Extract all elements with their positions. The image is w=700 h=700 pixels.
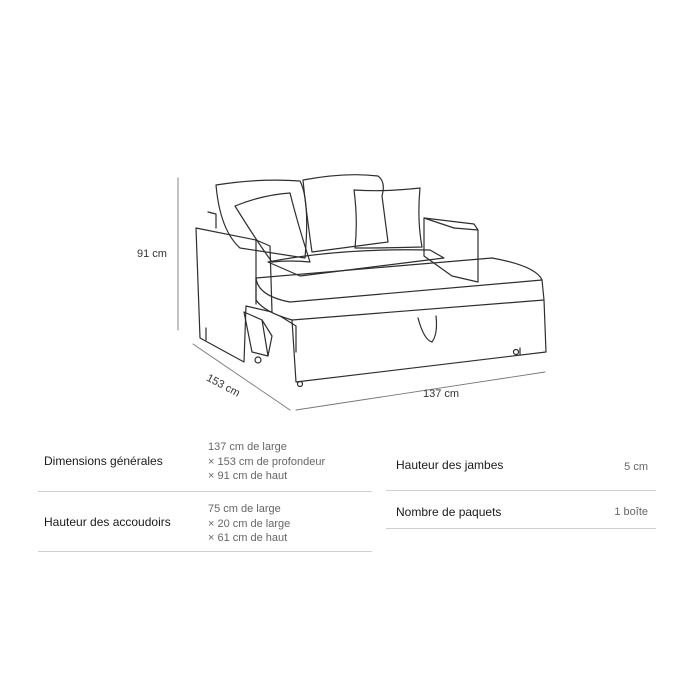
throw-pillow-left [235, 193, 310, 262]
spec-value: 1 boîte [614, 506, 648, 518]
pull-loop [418, 316, 437, 342]
spec-row-leg-height [386, 443, 656, 491]
spec-values [208, 502, 290, 546]
spec-value: 5 cm [624, 461, 648, 473]
spec-value-line: × 61 cm de haut [208, 532, 288, 544]
spec-label: Dimensions générales [44, 454, 163, 468]
spec-row-armrest [38, 492, 372, 552]
width-dimension-label: 137 cm [423, 388, 460, 400]
spec-label: Hauteur des jambes [396, 458, 504, 472]
spec-row-dimensions [38, 440, 372, 492]
depth-dimension-label: 153 cm [204, 372, 242, 400]
spec-value-line: × 20 cm de large [208, 517, 291, 530]
bed-mattress-top [256, 258, 542, 302]
seat-cushion [268, 250, 444, 276]
spec-values [208, 440, 325, 484]
spec-value-line: × 153 cm de profondeur [208, 455, 326, 468]
spec-label: Nombre de paquets [396, 505, 502, 519]
folding-mechanism [244, 312, 272, 356]
left-armrest [196, 228, 272, 362]
spec-label: Hauteur des accoudoirs [44, 515, 171, 529]
spec-value-line: 137 cm de large [208, 441, 287, 453]
bed-mattress-front [256, 278, 544, 320]
height-dimension-label: 91 cm [137, 248, 167, 260]
back-cushion-right [303, 175, 388, 252]
bed-base-frame [292, 300, 546, 382]
spec-row-packages [386, 491, 656, 529]
caster-wheel [255, 357, 261, 363]
specs-right-table [386, 443, 656, 529]
spec-value-line: × 91 cm de haut [208, 470, 288, 482]
spec-value-line: 75 cm de large [208, 503, 281, 515]
specs-left-table [38, 440, 372, 552]
